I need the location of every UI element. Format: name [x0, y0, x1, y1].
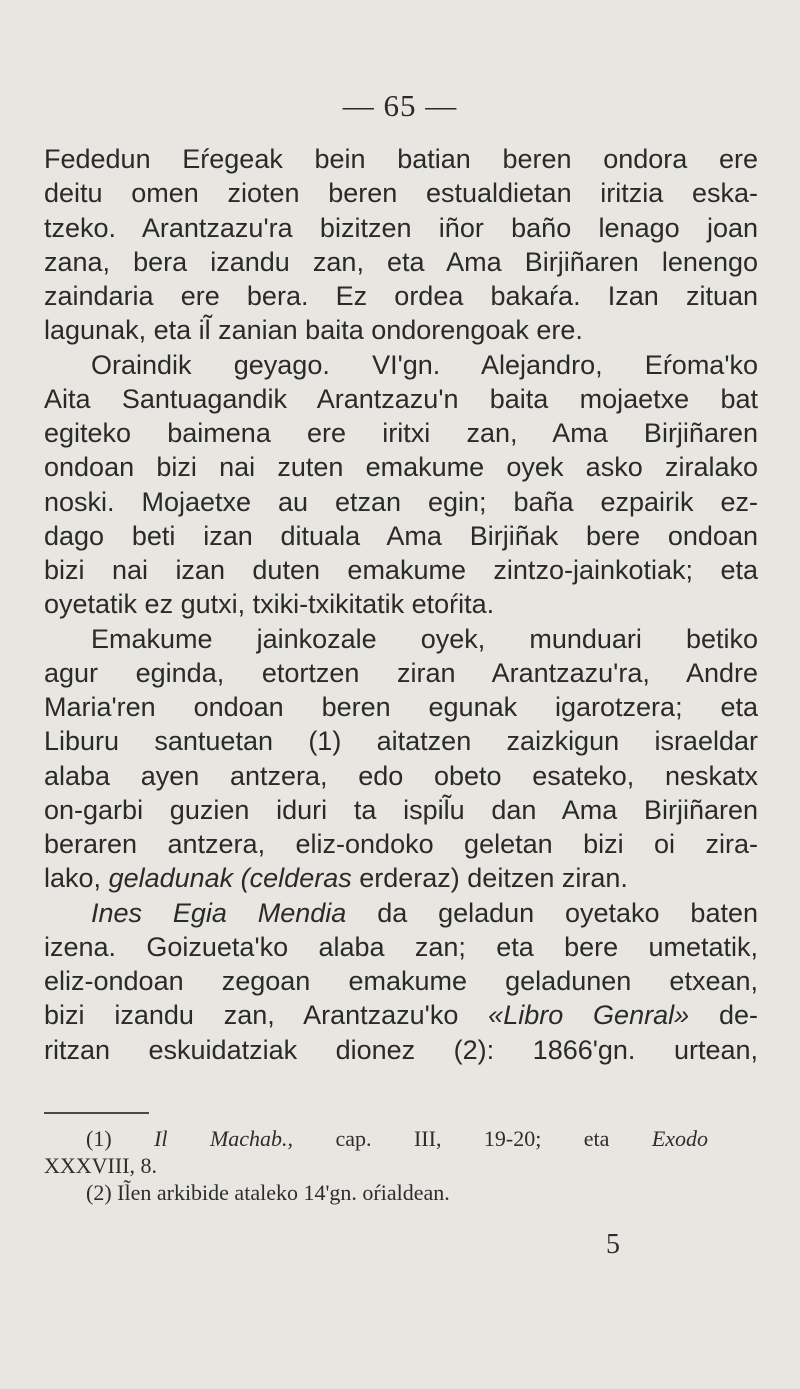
text-segment: bizi izandu zan, Arantzazu'ko	[44, 1000, 459, 1031]
text-line: zana, bera izandu zan, eta Ama Birjiñaren lenengo	[44, 246, 758, 277]
text-line: ondoan bizi nai zuten emakume oyek asko ziralako	[44, 452, 758, 483]
italic-term: geladunak (celderas	[108, 863, 352, 894]
text-line: tzeko. Arantzazu'ra bizitzen iñor baño lenago joan	[44, 212, 758, 243]
text-line: egiteko baimena ere iritxi zan, Ama Birjiñaren	[44, 418, 758, 448]
footnote-2: (2) Il̃en arkibide ataleko 14'gn. oŕialdean.	[86, 1180, 450, 1205]
text-line: izena. Goizueta'ko alaba zan; eta bere umetatik,	[44, 931, 758, 962]
text-line: Emakume jainkozale oyek, munduari betiko	[91, 623, 758, 654]
text-segment: de-	[718, 1000, 758, 1031]
footnote-1-continuation: XXXVIII, 8.	[44, 1153, 158, 1178]
text-line-mixed	[44, 861, 758, 895]
italic-title: «Libro Genral»	[488, 1000, 690, 1031]
signature-mark: 5	[606, 1229, 620, 1260]
text-line: Fededun Eŕegeak bein batian beren ondora ere	[44, 144, 758, 174]
text-line: eliz-ondoan zegoan emakume geladunen etxean,	[44, 966, 758, 996]
footnote-marker: (1)	[86, 1126, 112, 1151]
text-line: bizi nai izan duten emakume zintzo-jainkotiak; eta	[44, 555, 758, 585]
text-line: lagunak, eta il̃ zanian baita ondorengoak ere.	[44, 315, 583, 346]
text-line: Oraindik geyago. VI'gn. Alejandro, Eŕoma'ko	[91, 349, 758, 380]
text-line: zaindaria ere bera. Ez ordea bakaŕa. Izan zituan	[44, 281, 758, 311]
text-line: Liburu santuetan (1) aitatzen zaizkigun israeldar	[44, 726, 758, 757]
text-line: deitu omen zioten beren estualdietan iritzia eska-	[44, 178, 758, 209]
text-line: Aita Santuagandik Arantzazu'n baita mojaetxe bat	[44, 383, 758, 414]
text-line: beraren antzera, eliz-ondoko geletan bizi oi zira-	[44, 829, 758, 859]
footnote-text: cap. III, 19-20; eta	[335, 1126, 610, 1151]
text-line: dago beti izan dituala Ama Birjiñak bere ondoan	[44, 520, 758, 551]
text-line: noski. Mojaetxe au etzan egin; baña ezpairik ez-	[44, 486, 758, 517]
footnote-divider	[44, 1112, 149, 1114]
footnote-reference: Il Machab.,	[154, 1126, 294, 1151]
text-line: agur eginda, etortzen ziran Arantzazu'ra, Andre	[44, 657, 758, 688]
text-line-mixed	[44, 896, 758, 930]
italic-name: Ines Egia Mendia	[91, 897, 347, 928]
page-number: — 65 —	[342, 88, 458, 123]
text-segment: erderaz) deitzen ziran.	[359, 863, 628, 894]
footnote-1	[44, 1125, 708, 1152]
footnote-reference: Exodo	[651, 1126, 709, 1151]
main-text	[44, 142, 758, 1067]
text-line-mixed	[44, 998, 758, 1032]
text-line: ritzan eskuidatziak dionez (2): 1866'gn. urtean,	[44, 1034, 758, 1065]
footnotes	[44, 1125, 708, 1206]
text-segment: da geladun oyetako baten	[377, 897, 758, 928]
text-line: alaba ayen antzera, edo obeto esateko, neskatx	[44, 760, 758, 791]
text-segment: lako,	[44, 863, 102, 894]
text-line: Maria'ren ondoan beren egunak igarotzera; eta	[44, 692, 758, 722]
text-line: on-garbi guzien iduri ta ispil̃u dan Ama Birjiñaren	[44, 794, 758, 825]
text-line: oyetatik ez gutxi, txiki-txikitatik etoŕita.	[44, 589, 495, 620]
